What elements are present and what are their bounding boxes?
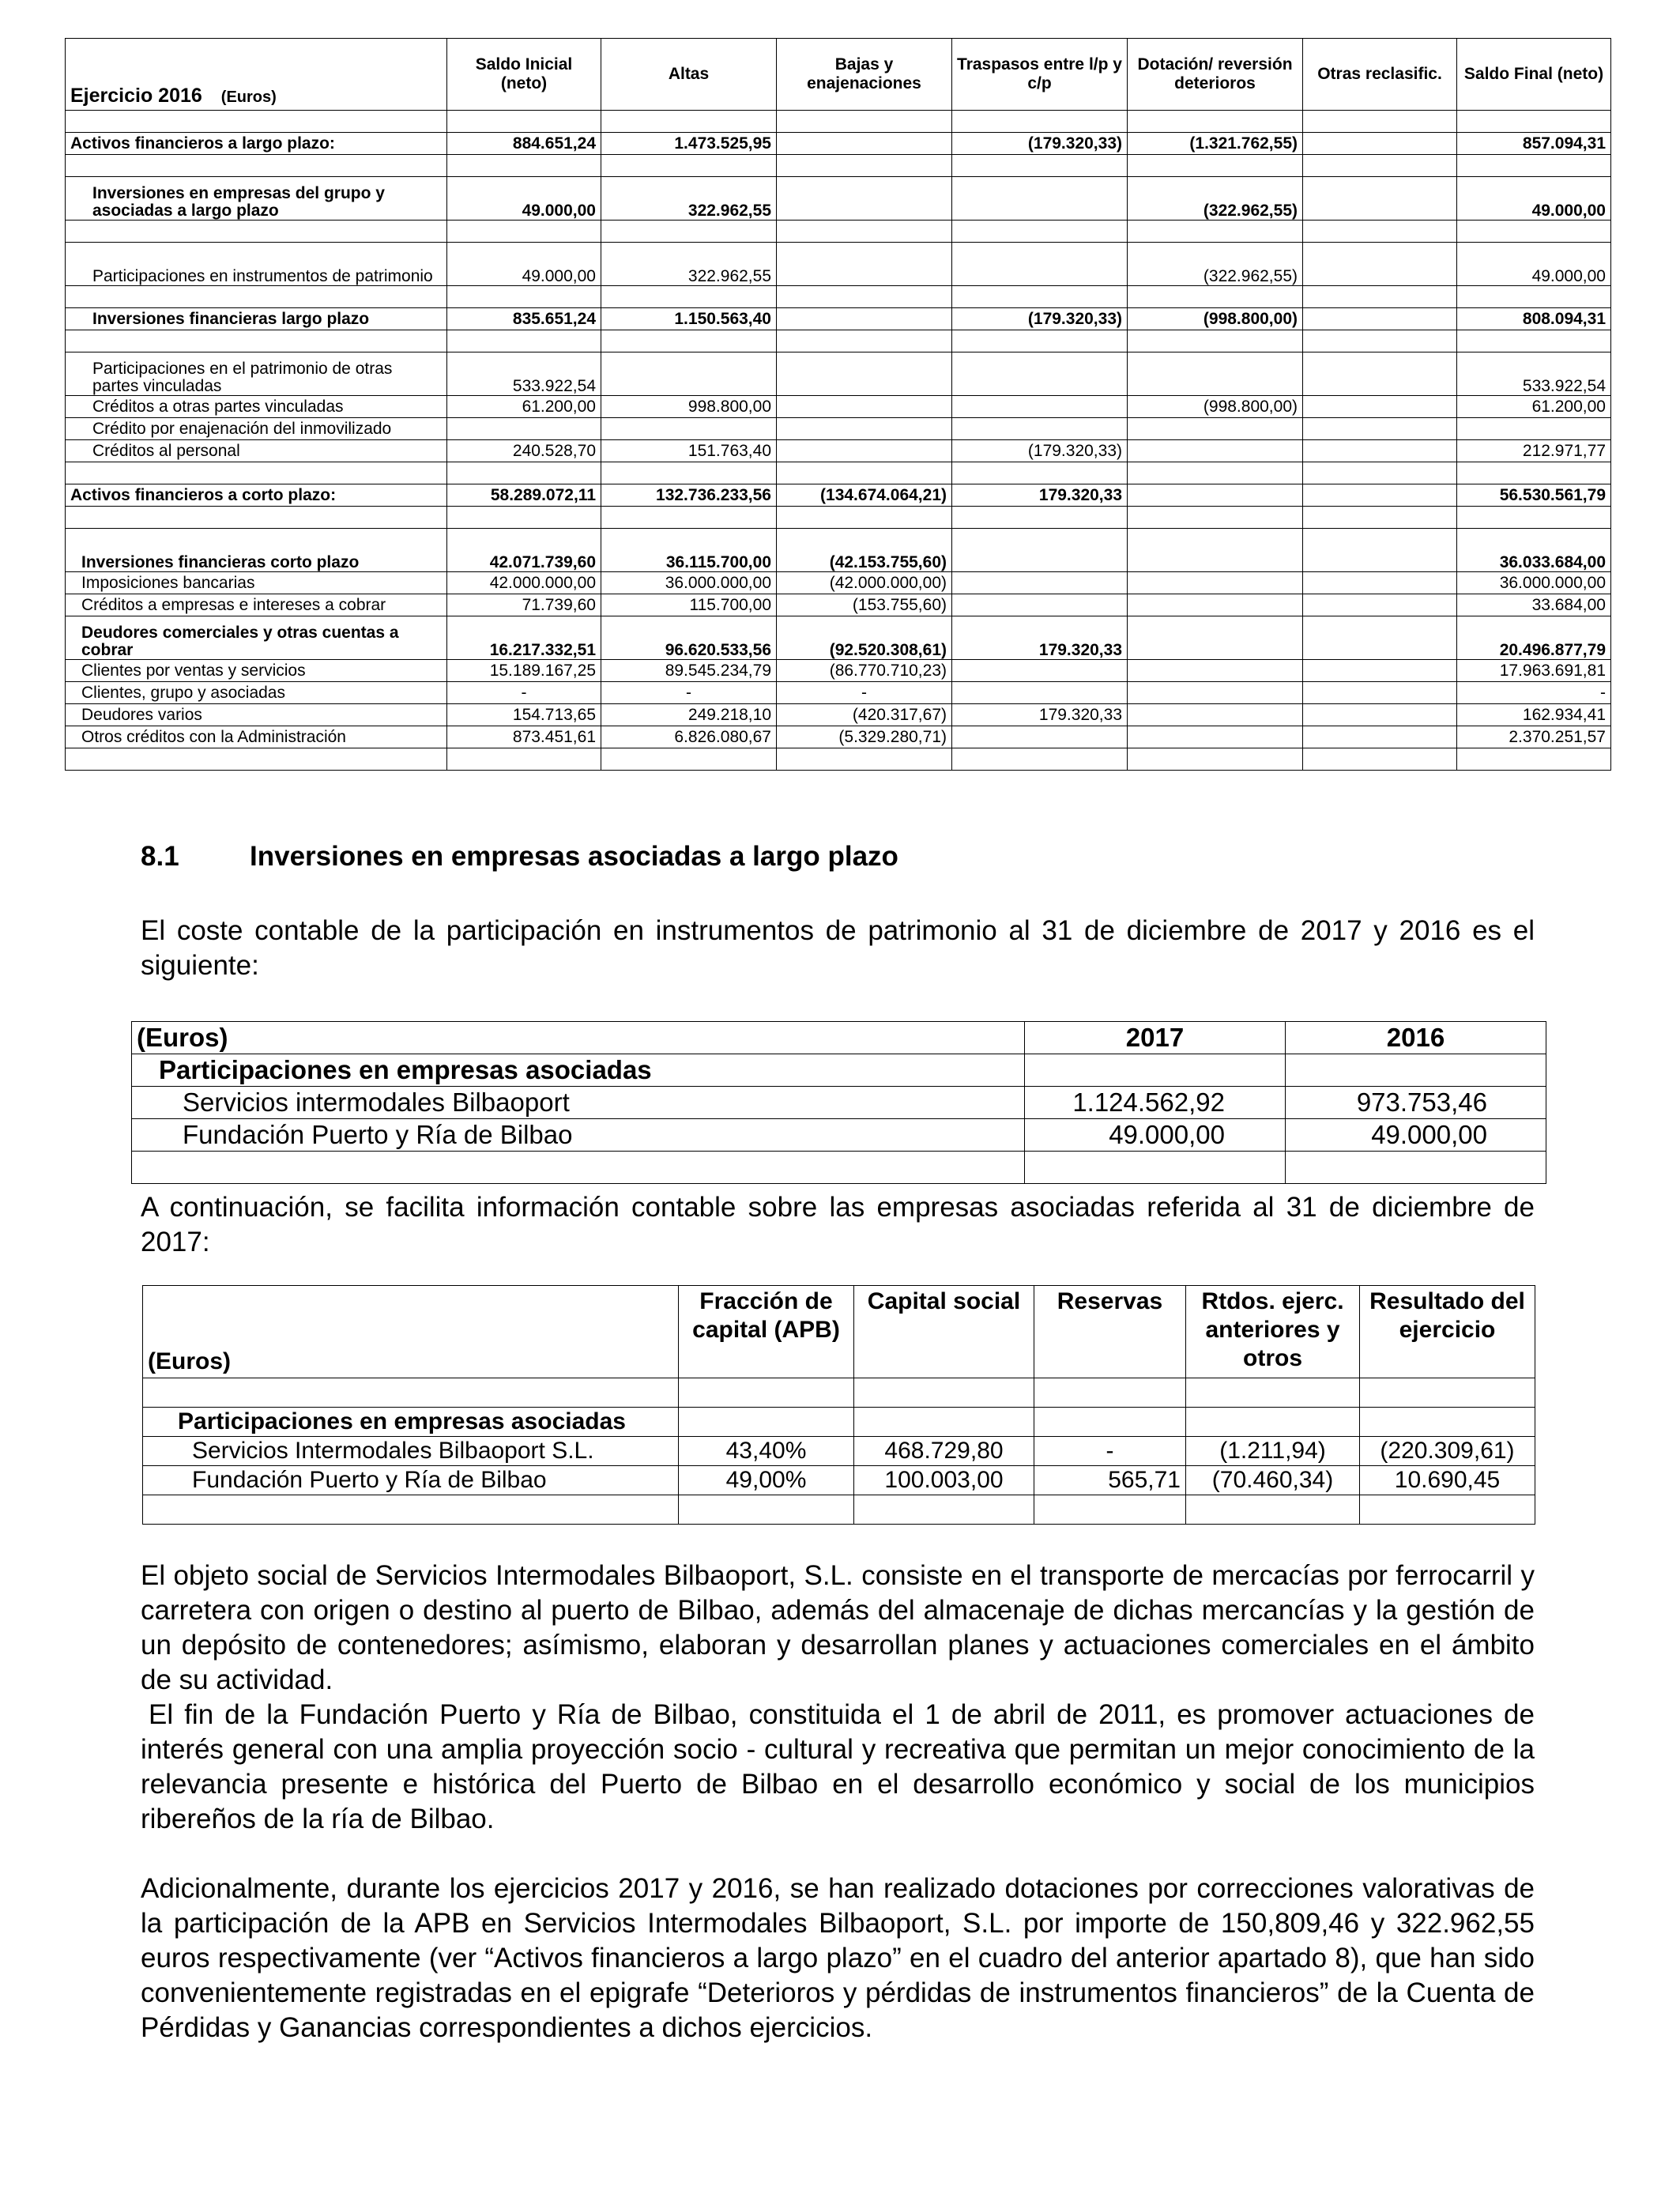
- spacer-row: [66, 286, 1611, 308]
- spacer-row: [66, 155, 1611, 177]
- table-row: Participaciones en instrumentos de patrimonio 49.000,00 322.962,55 (322.962,55) 49.000,00: [66, 243, 1611, 286]
- column-header: Saldo Final (neto): [1457, 39, 1611, 111]
- spacer-row: [66, 748, 1611, 771]
- table-row: Deudores comerciales y otras cuentas a cobrar 16.217.332,51 96.620.533,56 (92.520.308,61) 179.320,33 20.496.877,79: [66, 616, 1611, 660]
- table-row: Clientes por ventas y servicios 15.189.167,25 89.545.234,79 (86.770.710,23) 17.963.691,81: [66, 660, 1611, 682]
- associates-cost-table: [131, 1021, 1546, 1184]
- column-header: Capital social: [854, 1286, 1034, 1378]
- column-header: Bajas y enajenaciones: [777, 39, 952, 111]
- column-header: Altas: [601, 39, 777, 111]
- column-header: Reservas: [1034, 1286, 1186, 1378]
- table-header-row: [132, 1022, 1546, 1054]
- column-header: Rtdos. ejerc. anteriores y otros: [1186, 1286, 1360, 1378]
- column-header: Traspasos entre l/p y c/p: [952, 39, 1128, 111]
- table-group-row: Participaciones en empresas asociadas: [143, 1408, 1535, 1437]
- assets-movement-table-2016: [65, 38, 1611, 771]
- column-header-2016: 2016: [1286, 1022, 1546, 1054]
- table-row: Créditos a empresas e intereses a cobrar 71.739,60 115.700,00 (153.755,60) 33.684,00: [66, 594, 1611, 616]
- spacer-row: [66, 221, 1611, 243]
- table-row: Créditos al personal 240.528,70 151.763,40 (179.320,33) 212.971,77: [66, 440, 1611, 462]
- table-row: Inversiones financieras corto plazo 42.071.739,60 36.115.700,00 (42.153.755,60) 36.033.684,00: [66, 529, 1611, 572]
- spacer-row: [66, 111, 1611, 133]
- spacer-row: [143, 1495, 1535, 1525]
- column-header: Fracción de capital (APB): [679, 1286, 854, 1378]
- associates-info-table: [142, 1285, 1535, 1525]
- paragraph-intro-cost: El coste contable de la participación en instrumentos de patrimonio al 31 de diciembre de 2017 y 2016 es el siguiente:: [141, 915, 1535, 981]
- table-unit-label: (Euros): [143, 1286, 679, 1378]
- table-row: Créditos a otras partes vinculadas 61.200,00 998.800,00 (998.800,00) 61.200,00: [66, 396, 1611, 418]
- spacer-row: [132, 1152, 1546, 1184]
- spacer-row: [66, 507, 1611, 529]
- table-row: Clientes, grupo y asociadas - - - -: [66, 682, 1611, 704]
- table-row: Participaciones en el patrimonio de otras partes vinculadas 533.922,54 533.922,54: [66, 352, 1611, 396]
- column-header: Saldo Inicial (neto): [447, 39, 601, 111]
- table-row: Fundación Puerto y Ría de Bilbao 49,00% 100.003,00 565,71 (70.460,34) 10.690,45: [143, 1466, 1535, 1495]
- spacer-row: [143, 1378, 1535, 1408]
- table-row: Imposiciones bancarias 42.000.000,00 36.000.000,00 (42.000.000,00) 36.000.000,00: [66, 572, 1611, 594]
- table-row: Fundación Puerto y Ría de Bilbao 49.000,00 49.000,00: [132, 1119, 1546, 1152]
- table-row: Crédito por enajenación del inmovilizado: [66, 418, 1611, 440]
- table-unit-label: (Euros): [132, 1022, 1025, 1054]
- table-row: Deudores varios 154.713,65 249.218,10 (420.317,67) 179.320,33 162.934,41: [66, 704, 1611, 726]
- table-header-row: [143, 1286, 1535, 1378]
- paragraph-fundacion-purpose: El fin de la Fundación Puerto y Ría de Bilbao, constituida el 1 de abril de 2011, es promover actuaciones de interés general con una amplia proyección socio - cultural y recreativa que permitan un mejor conocimiento de la relevancia presente e histórica del Puerto de Bilbao en el desarrollo económico y social de los municipios ribereños de la ría de Bilbao.: [141, 1699, 1535, 1834]
- column-header: Otras reclasific.: [1303, 39, 1457, 111]
- column-header-2017: 2017: [1025, 1022, 1286, 1054]
- column-header: Resultado del ejercicio: [1360, 1286, 1535, 1378]
- table-row: Inversiones en empresas del grupo y asociadas a largo plazo 49.000,00 322.962,55 (322.962,55) 49.000,00: [66, 177, 1611, 221]
- table-row: Servicios Intermodales Bilbaoport S.L. 43,40% 468.729,80 - (1.211,94) (220.309,61): [143, 1437, 1535, 1466]
- table-row: Activos financieros a largo plazo: 884.651,24 1.473.525,95 (179.320,33) (1.321.762,55) 857.094,31: [66, 133, 1611, 155]
- table-row: Servicios intermodales Bilbaoport 1.124.562,92 973.753,46: [132, 1087, 1546, 1119]
- table-row: Inversiones financieras largo plazo 835.651,24 1.150.563,40 (179.320,33) (998.800,00) 808.094,31: [66, 308, 1611, 330]
- column-header: Dotación/ reversión deterioros: [1128, 39, 1303, 111]
- spacer-row: [66, 462, 1611, 484]
- paragraph-intro-associates: A continuación, se facilita información contable sobre las empresas asociadas referida al 31 de diciembre de 2017:: [141, 1192, 1535, 1257]
- section-title: Inversiones en empresas asociadas a largo plazo: [250, 841, 898, 872]
- table-row: Activos financieros a corto plazo: 58.289.072,11 132.736.233,56 (134.674.064,21) 179.320,33 56.530.561,79: [66, 484, 1611, 507]
- spacer-row: [66, 330, 1611, 352]
- section-number: 8.1: [141, 841, 179, 872]
- paragraph-bilbaoport-purpose: El objeto social de Servicios Intermodales Bilbaoport, S.L. consiste en el transporte de mercacías por ferrocarril y carretera con origen o destino al puerto de Bilbao, además del almacenaje de dichas mercancías y la gestión de un depósito de contenedores; asímismo, elaboran y desarrollan planes y actuaciones comerciales en el ámbito de su actividad.: [141, 1560, 1535, 1695]
- paragraph-impairment: Adicionalmente, durante los ejercicios 2017 y 2016, se han realizado dotaciones por correcciones valorativas de la participación de la APB en Servicios Intermodales Bilbaoport, S.L. por importe de 150,809,46 y 322.962,55 euros respectivamente (ver “Activos financieros a largo plazo” en el cuadro del anterior apartado 8), que han sido convenientemente registradas en el epigrafe “Deterioros y pérdidas de instrumentos financieros” de la Cuenta de Pérdidas y Ganancias correspondientes a dichos ejercicios.: [141, 1873, 1535, 2043]
- table-corner-title: Ejercicio 2016 (Euros): [66, 39, 447, 111]
- table-group-row: Participaciones en empresas asociadas: [132, 1054, 1546, 1087]
- table-row: Otros créditos con la Administración 873.451,61 6.826.080,67 (5.329.280,71) 2.370.251,57: [66, 726, 1611, 748]
- table-header-row: [66, 39, 1611, 111]
